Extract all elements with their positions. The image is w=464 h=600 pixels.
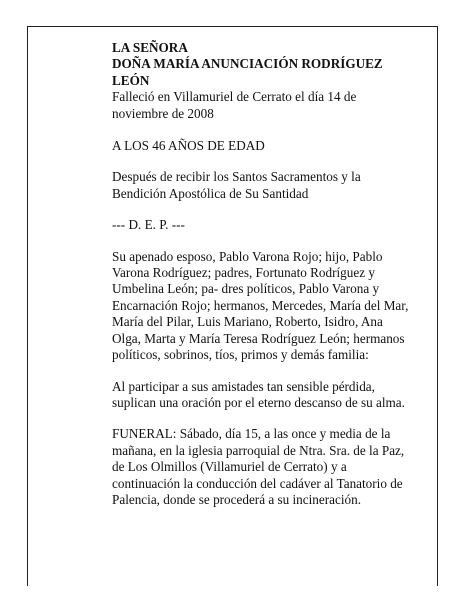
death-info: Falleció en Villamuriel de Cerrato el día 14 de noviembre de 2008	[112, 89, 357, 121]
family-paragraph: Su apenado esposo, Pablo Varona Rojo; hijo, Pablo Varona Rodríguez; padres, Fortunato Rodríguez y Umbelina León; pa- dres políticos, Pablo Varona y Encarnación Rojo; hermanos, Mercedes, María del Mar, María del Pilar, Luis Mariano, Roberto, Isidro, Ana Olga, Marta y María Teresa Rodríguez León; hermanos políticos, sobrinos, tíos, primos y demás familia:	[112, 248, 409, 363]
funeral-paragraph: FUNERAL: Sábado, día 15, a las once y media de la mañana, en la iglesia parroquial de Ntra. Sra. de la Paz, de Los Olmillos (Villamuriel de Cerrato) y a continuación la conducción del cadáver al Tanatorio de Palencia, donde se procederá a su incineración.	[112, 426, 405, 507]
header-block	[112, 40, 412, 122]
deceased-name: DOÑA MARÍA ANUNCIACIÓN RODRÍGUEZ	[112, 56, 383, 72]
prayer-paragraph: Al participar a sus amistades tan sensible pérdida, suplican una oración por el eterno descanso de su alma.	[112, 378, 405, 410]
sacraments-paragraph: Después de recibir los Santos Sacramentos y la Bendición Apostólica de Su Santidad	[112, 169, 361, 201]
obituary-notice	[112, 40, 412, 523]
deceased-surname: LEÓN	[112, 72, 150, 88]
title-honorific: LA SEÑORA	[112, 40, 188, 55]
rip-line: --- D. E. P. ---	[112, 217, 185, 233]
age-line: A LOS 46 AÑOS DE EDAD	[112, 138, 265, 154]
